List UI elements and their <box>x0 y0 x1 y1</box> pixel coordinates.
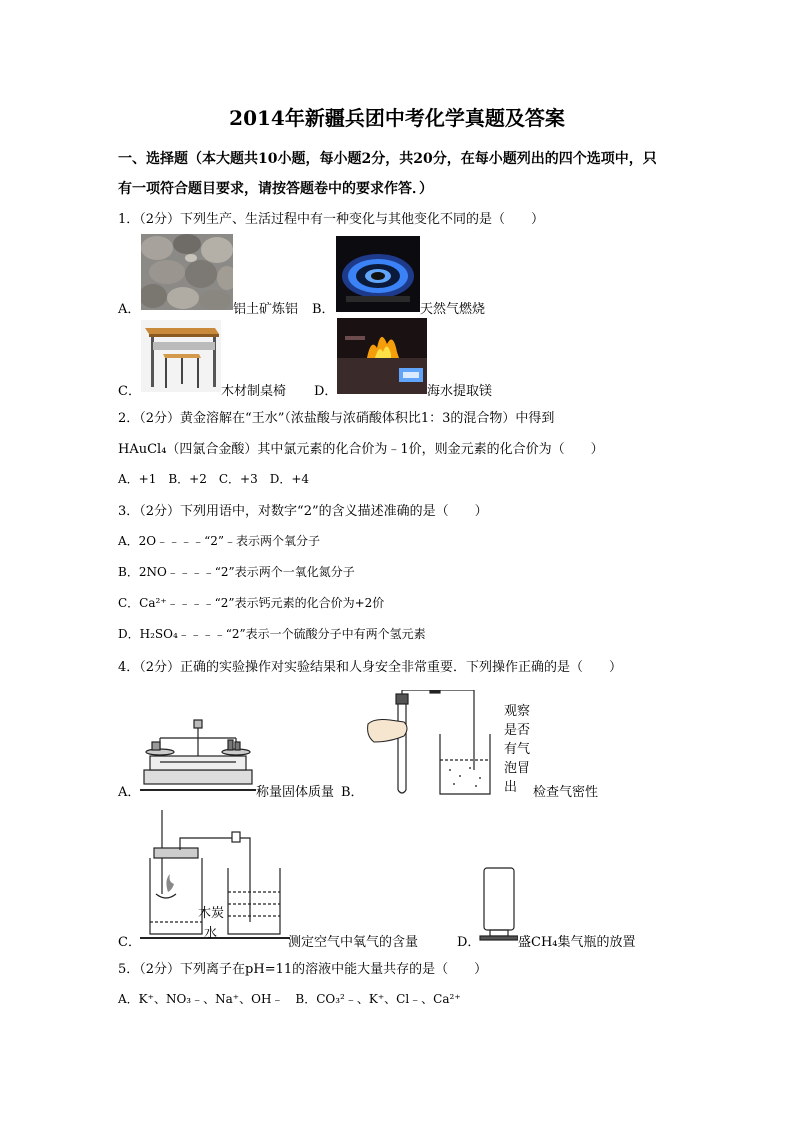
q1-option-b-text: 天然气燃烧 <box>420 302 486 317</box>
charcoal-label: 木炭 <box>198 906 225 921</box>
q4-option-b-letter: B． <box>341 785 364 800</box>
q2-stem-line2: HAuCl₄（四氯合金酸）其中氯元素的化合价为﹣1价，则金元素的化合价为（ ） <box>118 442 604 457</box>
q1-option-c-text: 木材制桌椅 <box>221 384 287 399</box>
q1-option-a-letter: A． <box>118 302 141 317</box>
q4-option-c-letter: C． <box>118 935 141 950</box>
annotation-line: 有气 <box>504 742 531 757</box>
q4-option-a-letter: A． <box>118 785 141 800</box>
water-label: 水 <box>204 926 218 941</box>
annotation-line: 是否 <box>504 723 531 738</box>
q3-stem: 3．（2分）下列用语中，对数字“2”的含义描述准确的是（ ） <box>118 504 488 519</box>
q4-option-b-text: 检查气密性 <box>533 785 599 800</box>
q1-option-d-text: 海水提取镁 <box>427 384 493 399</box>
airtightness-check-diagram <box>364 690 498 800</box>
q1-option-a-text: 铝土矿炼铝 <box>233 302 299 317</box>
page-title: 2014年新疆兵团中考化学真题及答案 <box>229 106 565 130</box>
q5-options: A．K⁺、NO₃﹣、Na⁺、OH﹣ B．CO₃²﹣、K⁺、Cl﹣、Ca²⁺ <box>118 992 461 1006</box>
q3-option-a: A．2O﹣﹣﹣﹣“2”﹣表示两个氧分子 <box>118 534 321 548</box>
q3-option-c: C．Ca²⁺﹣﹣﹣﹣“2”表示钙元素的化合价为+2价 <box>118 596 385 610</box>
q1-option-b-letter: B． <box>312 302 335 317</box>
balance-scale-diagram <box>140 712 256 794</box>
gas-bottle-diagram <box>478 866 518 946</box>
annotation-line: 泡冒 <box>504 761 531 776</box>
q4-option-a-text: 称量固体质量 <box>256 785 335 800</box>
q2-stem: 2．（2分）黄金溶解在“王水”（浓盐酸与浓硝酸体积比1：3的混合物）中得到 <box>118 411 555 426</box>
q4-option-c-text: 测定空气中氧气的含量 <box>288 935 419 950</box>
q4-option-d-text: 盛CH₄集气瓶的放置 <box>518 935 636 950</box>
q1-stem: 1．（2分）下列生产、生活过程中有一种变化与其他变化不同的是（ ） <box>118 212 545 227</box>
section-heading-line1: 一、选择题（本大题共10小题，每小题2分，共20分，在每小题列出的四个选项中，只 <box>118 151 657 167</box>
q1-option-c-letter: C． <box>118 384 141 399</box>
section-heading-line2: 有一项符合题目要求，请按答题卷中的要求作答．） <box>118 181 433 197</box>
seawater-magnesium-image <box>337 318 427 394</box>
q4-stem: 4．（2分）正确的实验操作对实验结果和人身安全非常重要．下列操作正确的是（ ） <box>118 660 623 675</box>
q1-option-d-letter: D． <box>314 384 338 399</box>
q5-stem: 5．（2分）下列离子在pH=11的溶液中能大量共存的是（ ） <box>118 962 488 977</box>
q4-option-d-letter: D． <box>457 935 481 950</box>
bauxite-ore-image <box>141 234 233 310</box>
annotation-line: 观察 <box>504 704 531 719</box>
q3-option-d: D．H₂SO₄﹣﹣﹣﹣“2”表示一个硫酸分子中有两个氢元素 <box>118 627 426 641</box>
q4-option-b-annotation <box>504 702 530 797</box>
annotation-line: 出 <box>504 780 518 795</box>
gas-flame-image <box>336 236 420 312</box>
q3-option-b: B．2NO﹣﹣﹣﹣“2”表示两个一氧化氮分子 <box>118 565 355 579</box>
desk-chair-image <box>141 320 221 392</box>
q2-options: A．+1 B．+2 C．+3 D．+4 <box>118 472 310 486</box>
